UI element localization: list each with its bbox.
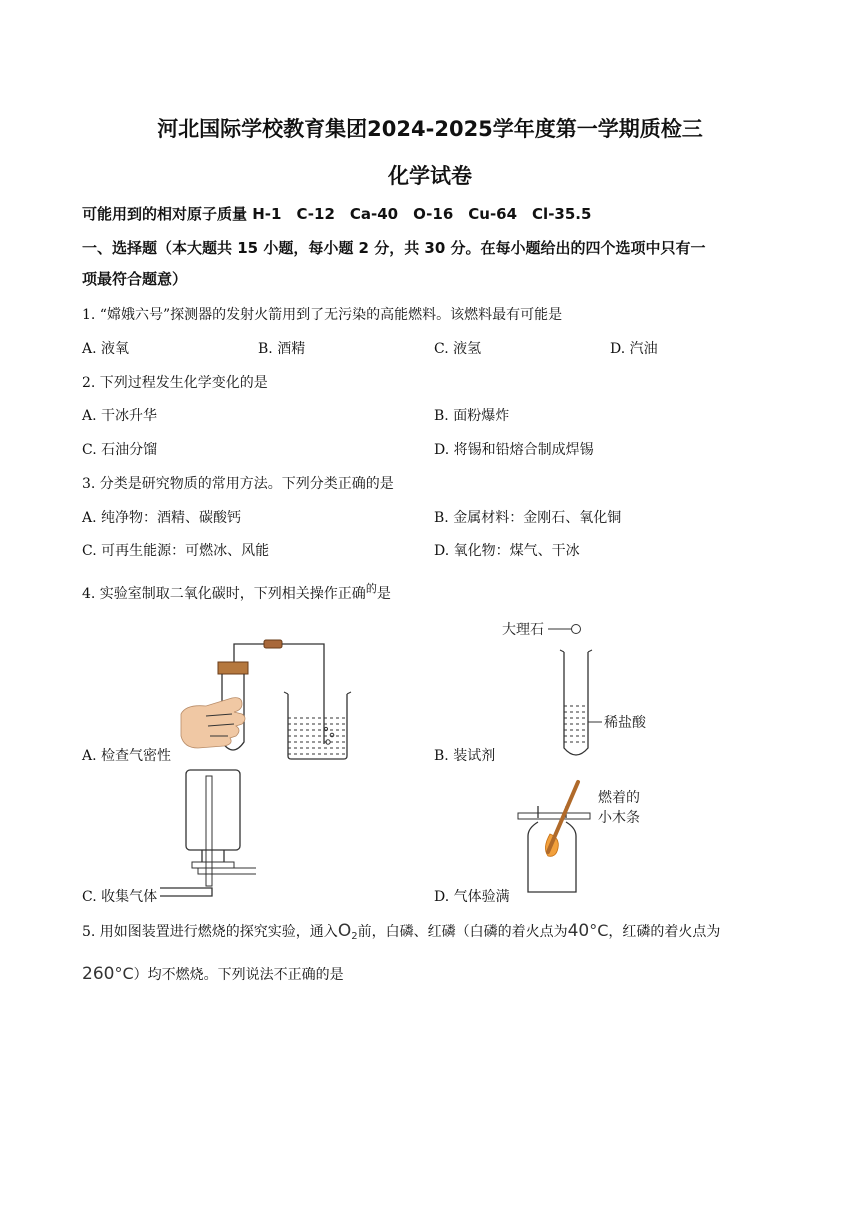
question-1-stem: 1. “嫦娥六号”探测器的发射火箭用到了无污染的高能燃料。该燃料最有可能是 <box>82 307 563 323</box>
q5-temp1-unit: °C <box>589 921 609 940</box>
q2-option-d: D. 将锡和铅熔合制成焊锡 <box>434 442 594 458</box>
q4-option-c: C. 收集气体 <box>82 889 158 905</box>
q4-option-d: D. 气体验满 <box>434 889 510 905</box>
q3-option-c: C. 可再生能源：可燃冰、风能 <box>82 543 270 559</box>
q3-option-a: A. 纯净物：酒精、碳酸钙 <box>82 510 242 526</box>
q5-part3: ，红磷的着火点为 <box>608 924 721 940</box>
figure-airtightness-check <box>176 632 366 762</box>
question-4-stem <box>82 583 391 603</box>
label-marble: 大理石 <box>502 622 544 638</box>
figure-collecting-gas <box>156 766 256 902</box>
q4-option-a: A. 检查气密性 <box>82 748 172 764</box>
q4-stem-inline: 的 <box>365 582 377 595</box>
q1-option-a: A. 液氧 <box>82 341 130 357</box>
question-5-stem-line1 <box>82 921 720 941</box>
figure-verifying-full <box>512 776 662 896</box>
q3-option-b: B. 金属材料：金刚石、氧化铜 <box>434 510 622 526</box>
q2-option-c: C. 石油分馏 <box>82 442 158 458</box>
question-3-stem: 3. 分类是研究物质的常用方法。下列分类正确的是 <box>82 476 394 492</box>
q4-stem-before: 4. 实验室制取二氧化碳时，下列相关操作正确 <box>82 586 366 602</box>
question-2-stem: 2. 下列过程发生化学变化的是 <box>82 375 268 391</box>
q1-option-c: C. 液氢 <box>434 341 482 357</box>
q5-temp1: 40 <box>567 921 590 941</box>
q5-o2-sub: 2 <box>351 931 358 942</box>
page-subtitle: 化学试卷 <box>388 164 472 188</box>
section-heading-line1: 一、选择题（本大题共 15 小题，每小题 2 分，共 30 分。在每小题给出的四个选项中只有一 <box>82 239 706 257</box>
page-title: 河北国际学校教育集团2024-2025学年度第一学期质检三 <box>157 117 703 141</box>
section-heading-line2: 项最符合题意） <box>82 270 188 288</box>
q3-option-d: D. 氧化物：煤气、干冰 <box>434 543 580 559</box>
figure-adding-reagent <box>496 614 666 759</box>
q1-option-d: D. 汽油 <box>610 341 658 357</box>
q4-stem-after: 是 <box>376 586 391 602</box>
q5-o2-main: O <box>337 921 352 941</box>
q2-option-a: A. 干冰升华 <box>82 408 158 424</box>
q5-part1: 5. 用如图装置进行燃烧的探究实验，通入 <box>82 924 338 940</box>
q5-part4: ）均不燃烧。下列说法不正确的是 <box>133 967 344 983</box>
atomic-masses: 可能用到的相对原子质量 H-1 C-12 Ca-40 O-16 Cu-64 Cl-35.5 <box>82 205 592 223</box>
q5-temp2: 260 <box>82 964 115 984</box>
q2-option-b: B. 面粉爆炸 <box>434 408 510 424</box>
label-burning-stick-2: 小木条 <box>598 810 640 826</box>
q5-temp2-unit: °C <box>114 964 134 983</box>
q5-part2: 前，白磷、红磷（白磷的着火点为 <box>357 924 568 940</box>
q1-option-b: B. 酒精 <box>258 341 306 357</box>
question-5-stem-line2 <box>82 964 344 984</box>
label-dilute-acid: 稀盐酸 <box>604 715 646 731</box>
label-burning-stick-1: 燃着的 <box>598 790 640 806</box>
q4-option-b: B. 装试剂 <box>434 748 496 764</box>
